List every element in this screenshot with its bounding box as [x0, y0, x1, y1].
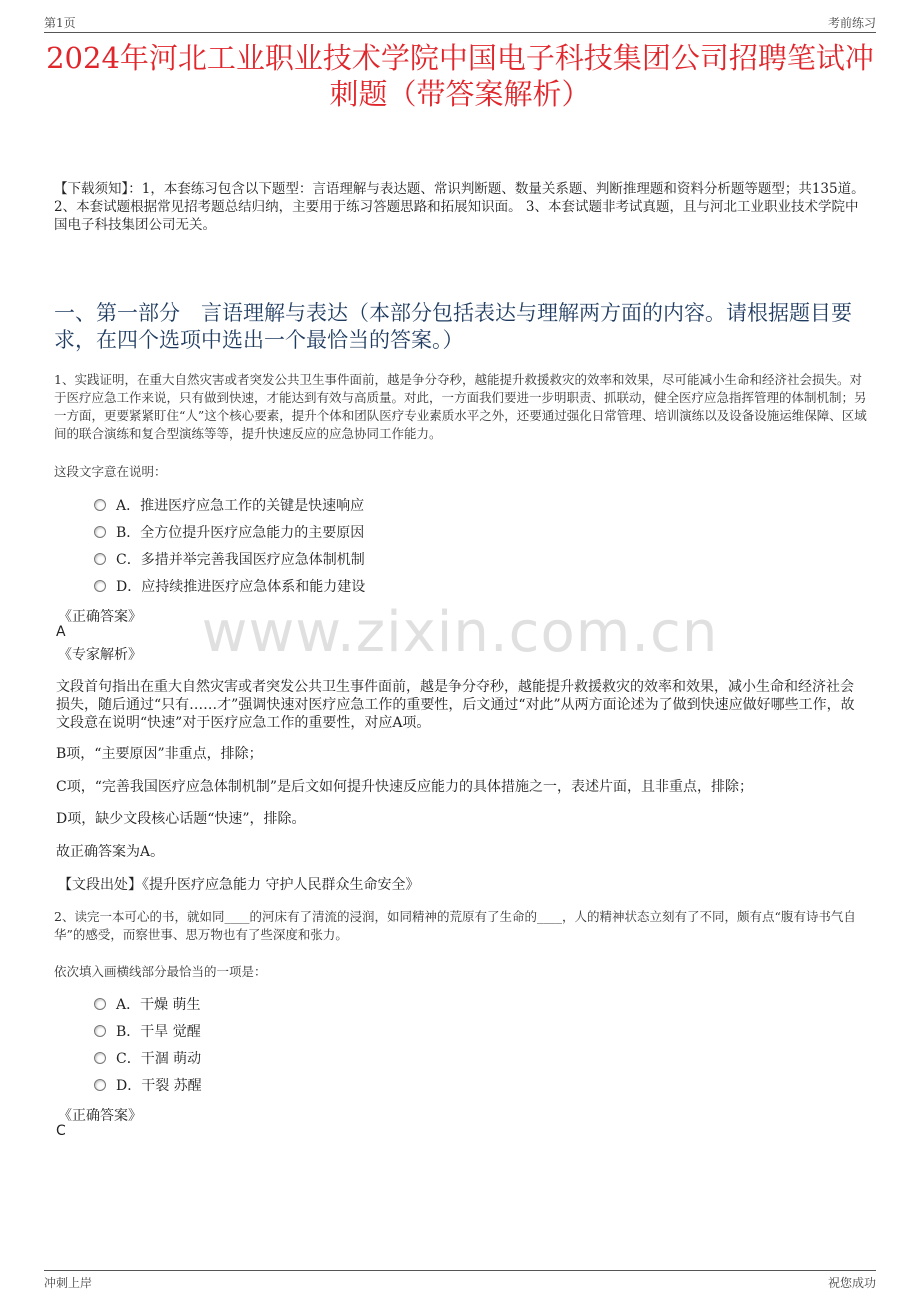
- option-label: B．干旱 觉醒: [116, 1024, 201, 1040]
- radio-icon[interactable]: [94, 580, 106, 592]
- download-notice: 【下载须知】：1，本套练习包含以下题型：言语理解与表达题、常识判断题、数量关系题、判断推理题和资料分析题等题型；共135道。 2、本套试题根据常见招考题总结归纳，主要用于练习答题思路和拓展知识面。 3、本套试题非考试真题，且与河北工业职业技术学院中国电子科技集团公司无关。: [54, 181, 865, 233]
- question-2-prompt: 依次填入画横线部分最恰当的一项是：: [54, 964, 267, 979]
- analysis-paragraph: D项，缺少文段核心话题“快速”，排除。: [56, 811, 306, 827]
- option-label: D．干裂 苏醒: [116, 1078, 202, 1094]
- option-label: A．推进医疗应急工作的关键是快速响应: [116, 498, 365, 514]
- question-2-stem: 2、读完一本可心的书，就如同____的河床有了清流的浸润，如同精神的荒原有了生命的____，人的精神状态立刻有了不同，颇有点“腹有诗书气自华”的感受，而察世事、思万物也有了些深度和张力。: [54, 909, 856, 942]
- question-1-answer: A: [56, 624, 66, 640]
- radio-icon[interactable]: [94, 1079, 106, 1091]
- footer-right: 祝您成功: [827, 1276, 876, 1290]
- question-1-prompt: 这段文字意在说明：: [54, 464, 167, 479]
- header-tag: 考前练习: [827, 16, 876, 30]
- watermark: www.zixin.com.cn: [201, 600, 719, 665]
- question-2-option-d[interactable]: [94, 1077, 202, 1095]
- question-2-option-c[interactable]: [94, 1050, 201, 1068]
- radio-icon[interactable]: [94, 553, 106, 565]
- radio-icon[interactable]: [94, 1052, 106, 1064]
- question-1-option-a[interactable]: [94, 497, 364, 515]
- page-number: 第1页: [44, 16, 76, 30]
- question-1-option-c[interactable]: [94, 551, 365, 569]
- question-1-stem: 1、实践证明，在重大自然灾害或者突发公共卫生事件面前，越是争分夺秒，越能提升救援救灾的效率和效果，尽可能减小生命和经济社会损失。对于医疗应急工作来说，只有做到快速，才能达到有效与高质量。对此，一方面我们要进一步明职责、抓联动，健全医疗应急指挥管理的体制机制；另一方面，更要紧紧盯住“人”这个核心要素，提升个体和团队医疗专业素质水平之外，还要通过强化日常管理、培训演练以及设备设施运维保障、区域间的联合演练和复合型演练等等，提升快速反应的应急协同工作能力。: [54, 372, 867, 441]
- question-2-answer: C: [56, 1123, 66, 1139]
- question-1-analysis-label: 《专家解析》: [58, 647, 142, 663]
- question-1-option-b[interactable]: [94, 524, 364, 542]
- page-header: [44, 12, 876, 33]
- question-1-option-d[interactable]: [94, 578, 365, 596]
- radio-icon[interactable]: [94, 1025, 106, 1037]
- question-2-answer-label: 《正确答案》: [58, 1108, 142, 1124]
- analysis-paragraph: C项，“完善我国医疗应急体制机制”是后文如何提升快速反应能力的具体措施之一，表述片面，且非重点，排除；: [56, 779, 754, 795]
- option-label: A．干燥 萌生: [116, 997, 201, 1013]
- option-label: B．全方位提升医疗应急能力的主要原因: [116, 525, 365, 541]
- analysis-source: 【文段出处】《提升医疗应急能力 守护人民群众生命安全》: [58, 877, 420, 893]
- option-label: C．多措并举完善我国医疗应急体制机制: [116, 552, 365, 568]
- radio-icon[interactable]: [94, 526, 106, 538]
- analysis-paragraph: 故正确答案为A。: [56, 844, 165, 860]
- question-1-answer-label: 《正确答案》: [58, 609, 142, 625]
- analysis-paragraph: B项，“主要原因”非重点，排除；: [56, 746, 263, 762]
- document-title: 2024年河北工业职业技术学院中国电子科技集团公司招聘笔试冲刺题（带答案解析）: [46, 41, 874, 111]
- option-label: C．干涸 萌动: [116, 1051, 202, 1067]
- radio-icon[interactable]: [94, 998, 106, 1010]
- option-label: D．应持续推进医疗应急体系和能力建设: [116, 579, 366, 595]
- question-2-option-b[interactable]: [94, 1023, 201, 1041]
- page-footer: [44, 1270, 876, 1295]
- analysis-paragraph: 文段首句指出在重大自然灾害或者突发公共卫生事件面前，越是争分夺秒，越能提升救援救灾的效率和效果，减小生命和经济社会损失，随后通过“只有……才”强调快速对医疗应急工作的重要性，后文通过“对此”从两方面论述为了做到快速应做好哪些工作，故文段意在说明“快速”对于医疗应急工作的重要性，对应A项。: [56, 679, 855, 731]
- radio-icon[interactable]: [94, 499, 106, 511]
- footer-left: 冲刺上岸: [44, 1276, 93, 1290]
- section-heading: 一、第一部分 言语理解与表达（本部分包括表达与理解两方面的内容。请根据题目要求，在四个选项中选出一个最恰当的答案。）: [54, 301, 852, 352]
- question-2-option-a[interactable]: [94, 996, 201, 1014]
